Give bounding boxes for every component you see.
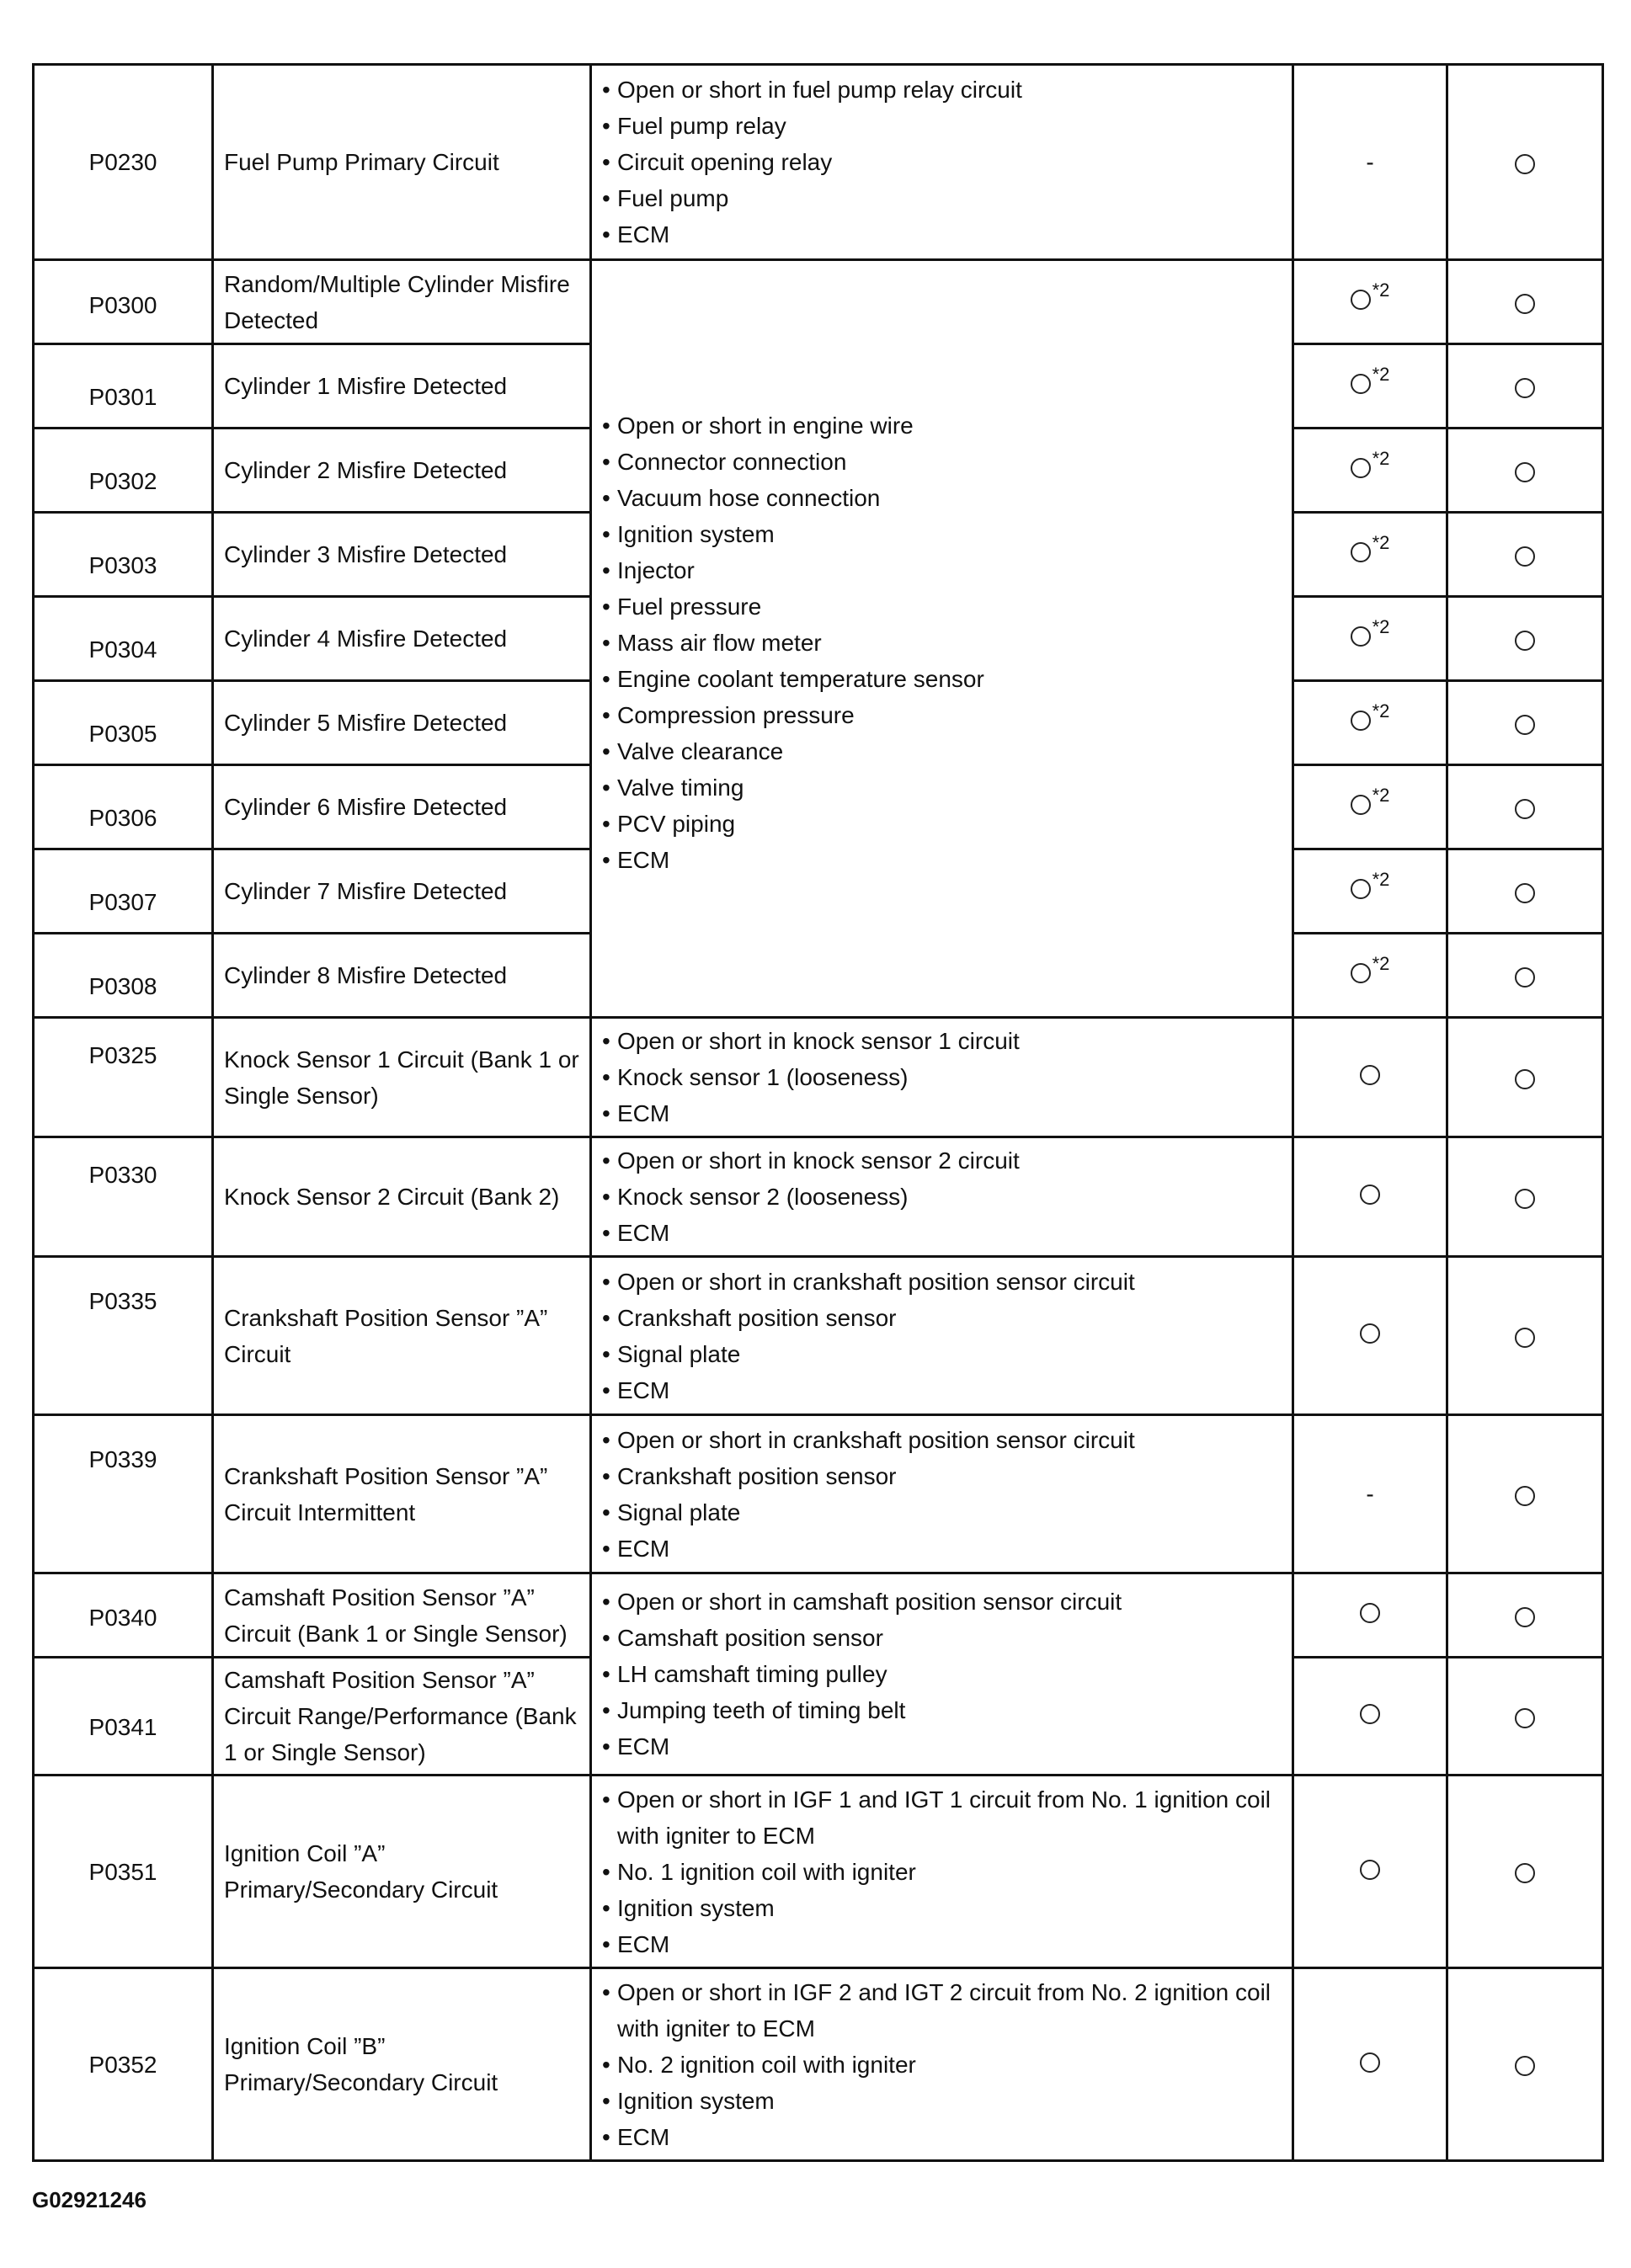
dtc-code: P0340 (88, 1605, 157, 1631)
dtc-description: Cylinder 6 Misfire Detected (224, 794, 508, 820)
dtc-description: Random/Multiple Cylinder Misfire Detected (224, 270, 570, 333)
dtc-code: P0230 (88, 149, 157, 175)
dtc-code-cell (34, 344, 213, 429)
dtc-code: P0302 (88, 468, 157, 494)
dtc-table (32, 63, 1604, 2162)
trouble-area-item: • Valve clearance (602, 733, 1282, 769)
trouble-area-item: • Vacuum hose connection (602, 480, 1282, 516)
mil-mark (1351, 364, 1390, 394)
mil-mark (1351, 448, 1390, 478)
dtc-code-cell (34, 681, 213, 765)
table-row (34, 1018, 1603, 1137)
circle-icon (1515, 883, 1535, 903)
mil-cell (1293, 1257, 1447, 1415)
memory-cell (1447, 1573, 1603, 1658)
dtc-code: P0325 (88, 1042, 157, 1068)
trouble-area-item: • ECM (602, 1926, 1282, 1962)
circle-icon (1515, 2056, 1535, 2076)
dtc-code-cell (34, 1776, 213, 1968)
dtc-description-cell (213, 344, 591, 429)
trouble-area-item: • Fuel pump relay (602, 108, 1282, 144)
dtc-code: P0300 (88, 292, 157, 318)
circle-icon (1360, 1323, 1380, 1344)
circle-icon (1515, 631, 1535, 651)
trouble-area-item: • ECM (602, 842, 1282, 878)
dtc-description: Ignition Coil ”A” Primary/Secondary Circuit (224, 1840, 498, 1903)
mil-cell (1293, 513, 1447, 597)
dtc-description: Cylinder 3 Misfire Detected (224, 541, 508, 567)
dtc-description-cell (213, 849, 591, 934)
dtc-description: Cylinder 2 Misfire Detected (224, 457, 508, 483)
trouble-area-item: • Camshaft position sensor (602, 1620, 1282, 1656)
trouble-area-item: • Jumping teeth of timing belt (602, 1692, 1282, 1728)
trouble-area-list (602, 1971, 1282, 2159)
circle-icon (1515, 1486, 1535, 1506)
trouble-area-item: • PCV piping (602, 806, 1282, 842)
trouble-area-item: • Knock sensor 2 (looseness) (602, 1179, 1282, 1215)
dtc-description-cell (213, 260, 591, 344)
dtc-code: P0305 (88, 721, 157, 747)
trouble-area-cell (591, 1137, 1293, 1257)
memory-cell (1447, 1415, 1603, 1573)
mil-mark (1351, 953, 1390, 983)
mil-cell (1293, 1018, 1447, 1137)
mil-mark (1351, 280, 1390, 310)
dtc-description-cell (213, 429, 591, 513)
circle-icon (1351, 542, 1371, 562)
trouble-area-item: • ECM (602, 1728, 1282, 1765)
mil-cell (1293, 681, 1447, 765)
dtc-description: Cylinder 1 Misfire Detected (224, 373, 508, 399)
circle-icon (1515, 1607, 1535, 1627)
trouble-area-cell (591, 1776, 1293, 1968)
mil-mark (1360, 1860, 1380, 1880)
circle-icon (1515, 1328, 1535, 1348)
mil-cell (1293, 1968, 1447, 2161)
dtc-code-cell (34, 1573, 213, 1658)
trouble-area-item: • Open or short in crankshaft position sensor circuit (602, 1422, 1282, 1458)
trouble-area-item: • ECM (602, 1531, 1282, 1567)
dtc-code-cell (34, 1968, 213, 2161)
dtc-code-cell (34, 1658, 213, 1776)
dtc-description-cell (213, 1257, 591, 1415)
memory-cell (1447, 429, 1603, 513)
footnote-mark: *2 (1372, 616, 1390, 637)
trouble-area-item: • ECM (602, 2119, 1282, 2155)
dtc-code-cell (34, 934, 213, 1018)
table-row (34, 1968, 1603, 2161)
dash-mark: - (1366, 1481, 1374, 1507)
trouble-area-item: • Signal plate (602, 1494, 1282, 1531)
trouble-area-list (602, 404, 1282, 881)
trouble-area-list (602, 1020, 1282, 1135)
circle-icon (1515, 1708, 1535, 1728)
circle-icon (1360, 2052, 1380, 2073)
trouble-area-item: • ECM (602, 1095, 1282, 1131)
mil-cell (1293, 65, 1447, 260)
mil-mark (1351, 700, 1390, 731)
memory-cell (1447, 344, 1603, 429)
trouble-area-list (602, 1580, 1282, 1768)
table-row (34, 1257, 1603, 1415)
memory-cell (1447, 597, 1603, 681)
dtc-code-cell (34, 65, 213, 260)
mil-mark (1360, 1323, 1380, 1344)
trouble-area-item: • Fuel pump (602, 180, 1282, 216)
trouble-area-item: • ECM (602, 1372, 1282, 1408)
mil-cell (1293, 1573, 1447, 1658)
trouble-area-cell (591, 1018, 1293, 1137)
trouble-area-item: • No. 1 ignition coil with igniter (602, 1854, 1282, 1890)
trouble-area-item: • Circuit opening relay (602, 144, 1282, 180)
circle-icon (1515, 799, 1535, 819)
trouble-area-item: • Compression pressure (602, 697, 1282, 733)
footnote-mark: *2 (1372, 364, 1390, 385)
trouble-area-item: • Fuel pressure (602, 588, 1282, 625)
trouble-area-cell (591, 1415, 1293, 1573)
circle-icon (1515, 1069, 1535, 1089)
circle-icon (1515, 1189, 1535, 1209)
dtc-code: P0301 (88, 384, 157, 410)
dtc-description: Knock Sensor 2 Circuit (Bank 2) (224, 1184, 560, 1210)
trouble-area-item: • Injector (602, 552, 1282, 588)
dtc-description: Cylinder 5 Misfire Detected (224, 710, 508, 736)
mil-mark (1351, 869, 1390, 899)
trouble-area-item: • Open or short in engine wire (602, 407, 1282, 444)
dtc-description-cell (213, 1968, 591, 2161)
footnote-mark: *2 (1372, 869, 1390, 890)
circle-icon (1515, 462, 1535, 482)
trouble-area-item: • ECM (602, 1215, 1282, 1251)
trouble-area-item: • Connector connection (602, 444, 1282, 480)
trouble-area-item: • Open or short in crankshaft position sensor circuit (602, 1264, 1282, 1300)
trouble-area-list (602, 1260, 1282, 1412)
dtc-description: Camshaft Position Sensor ”A” Circuit Range/Performance (Bank 1 or Single Sensor) (224, 1667, 577, 1765)
dtc-description: Crankshaft Position Sensor ”A” Circuit (224, 1304, 548, 1367)
circle-icon (1360, 1704, 1380, 1724)
trouble-area-item: • Open or short in IGF 1 and IGT 1 circuit from No. 1 ignition coil with igniter to ECM (602, 1781, 1282, 1854)
mil-mark (1351, 532, 1390, 562)
dtc-code-cell (34, 1137, 213, 1257)
trouble-area-item: • Signal plate (602, 1336, 1282, 1372)
dtc-code-cell (34, 765, 213, 849)
trouble-area-item: • Engine coolant temperature sensor (602, 661, 1282, 697)
trouble-area-cell (591, 260, 1293, 1018)
trouble-area-item: • Open or short in fuel pump relay circuit (602, 72, 1282, 108)
trouble-area-item: • No. 2 ignition coil with igniter (602, 2047, 1282, 2083)
dtc-description-cell (213, 1573, 591, 1658)
circle-icon (1360, 1603, 1380, 1623)
memory-cell (1447, 765, 1603, 849)
footnote-mark: *2 (1372, 448, 1390, 469)
circle-icon (1360, 1185, 1380, 1205)
dtc-code: P0306 (88, 805, 157, 831)
dtc-description-cell (213, 1137, 591, 1257)
memory-cell (1447, 1968, 1603, 2161)
dtc-code: P0304 (88, 636, 157, 663)
trouble-area-list (602, 1778, 1282, 1966)
memory-cell (1447, 65, 1603, 260)
dtc-description-cell (213, 65, 591, 260)
footnote-mark: *2 (1372, 785, 1390, 806)
mil-mark (1360, 1185, 1380, 1205)
trouble-area-cell (591, 1257, 1293, 1415)
dtc-code-cell (34, 1415, 213, 1573)
memory-cell (1447, 1776, 1603, 1968)
dtc-code-cell (34, 513, 213, 597)
mil-mark (1360, 1603, 1380, 1623)
mil-cell (1293, 260, 1447, 344)
mil-mark (1360, 1704, 1380, 1724)
trouble-area-item: • Crankshaft position sensor (602, 1458, 1282, 1494)
memory-cell (1447, 260, 1603, 344)
circle-icon (1351, 879, 1371, 899)
mil-cell (1293, 1658, 1447, 1776)
trouble-area-item: • Ignition system (602, 516, 1282, 552)
mil-mark (1360, 1065, 1380, 1085)
circle-icon (1351, 963, 1371, 983)
dash-mark: - (1366, 149, 1374, 175)
trouble-area-cell (591, 1968, 1293, 2161)
dtc-code: P0335 (88, 1288, 157, 1314)
dtc-description: Crankshaft Position Sensor ”A” Circuit Intermittent (224, 1462, 548, 1525)
dtc-description-cell (213, 681, 591, 765)
dtc-description-cell (213, 1776, 591, 1968)
dtc-description: Camshaft Position Sensor ”A” Circuit (Bank 1 or Single Sensor) (224, 1584, 568, 1647)
dtc-code-cell (34, 429, 213, 513)
mil-cell (1293, 1137, 1447, 1257)
table-row (34, 1137, 1603, 1257)
circle-icon (1515, 1863, 1535, 1883)
dtc-code-cell (34, 260, 213, 344)
dtc-code: P0352 (88, 2051, 157, 2078)
circle-icon (1515, 546, 1535, 567)
table-row (34, 260, 1603, 344)
mil-cell (1293, 429, 1447, 513)
memory-cell (1447, 1658, 1603, 1776)
memory-cell (1447, 1257, 1603, 1415)
mil-cell (1293, 344, 1447, 429)
dtc-description-cell (213, 597, 591, 681)
memory-cell (1447, 934, 1603, 1018)
dtc-description-cell (213, 934, 591, 1018)
trouble-area-list (602, 68, 1282, 256)
trouble-area-item: • Ignition system (602, 2083, 1282, 2119)
dtc-description-cell (213, 1658, 591, 1776)
footnote-mark: *2 (1372, 532, 1390, 553)
circle-icon (1360, 1065, 1380, 1085)
dtc-description-cell (213, 513, 591, 597)
memory-cell (1447, 849, 1603, 934)
memory-cell (1447, 1018, 1603, 1137)
dtc-code-cell (34, 1257, 213, 1415)
dtc-description-cell (213, 1415, 591, 1573)
trouble-area-item: • Open or short in knock sensor 1 circuit (602, 1023, 1282, 1059)
trouble-area-item: • Open or short in camshaft position sensor circuit (602, 1584, 1282, 1620)
figure-id: G02921246 (32, 2187, 147, 2212)
trouble-area-item: • Open or short in IGF 2 and IGT 2 circuit from No. 2 ignition coil with igniter to ECM (602, 1974, 1282, 2047)
circle-icon (1515, 154, 1535, 174)
dtc-code: P0303 (88, 552, 157, 578)
mil-cell (1293, 765, 1447, 849)
trouble-area-item: • Valve timing (602, 769, 1282, 806)
memory-cell (1447, 1137, 1603, 1257)
table-row (34, 65, 1603, 260)
mil-mark (1351, 616, 1390, 647)
mil-cell (1293, 1776, 1447, 1968)
dtc-code-cell (34, 849, 213, 934)
dtc-description: Cylinder 7 Misfire Detected (224, 878, 508, 904)
table-row (34, 1573, 1603, 1658)
mil-cell (1293, 597, 1447, 681)
dtc-code: P0341 (88, 1714, 157, 1740)
circle-icon (1515, 378, 1535, 398)
circle-icon (1515, 294, 1535, 314)
trouble-area-cell (591, 65, 1293, 260)
dtc-description: Cylinder 8 Misfire Detected (224, 962, 508, 988)
footnote-mark: *2 (1372, 700, 1390, 721)
trouble-area-cell (591, 1573, 1293, 1776)
circle-icon (1515, 967, 1535, 988)
trouble-area-item: • Knock sensor 1 (looseness) (602, 1059, 1282, 1095)
dtc-code: P0339 (88, 1446, 157, 1472)
dtc-description-cell (213, 1018, 591, 1137)
trouble-area-item: • Open or short in knock sensor 2 circuit (602, 1142, 1282, 1179)
dtc-description: Cylinder 4 Misfire Detected (224, 626, 508, 652)
trouble-area-list (602, 1419, 1282, 1570)
trouble-area-item: • Ignition system (602, 1890, 1282, 1926)
circle-icon (1351, 290, 1371, 310)
dtc-description: Knock Sensor 1 Circuit (Bank 1 or Single Sensor) (224, 1046, 579, 1109)
dtc-description: Ignition Coil ”B” Primary/Secondary Circuit (224, 2033, 498, 2095)
trouble-area-item: • LH camshaft timing pulley (602, 1656, 1282, 1692)
memory-cell (1447, 513, 1603, 597)
dtc-code: P0307 (88, 889, 157, 915)
dtc-code-cell (34, 1018, 213, 1137)
dtc-code: P0330 (88, 1162, 157, 1188)
mil-cell (1293, 1415, 1447, 1573)
circle-icon (1351, 795, 1371, 815)
footnote-mark: *2 (1372, 280, 1390, 301)
memory-cell (1447, 681, 1603, 765)
circle-icon (1351, 711, 1371, 731)
dtc-code: P0351 (88, 1858, 157, 1885)
circle-icon (1351, 374, 1371, 394)
dtc-description: Fuel Pump Primary Circuit (224, 149, 499, 175)
mil-mark (1351, 785, 1390, 815)
footnote-mark: *2 (1372, 953, 1390, 974)
circle-icon (1360, 1860, 1380, 1880)
circle-icon (1351, 626, 1371, 647)
dtc-description-cell (213, 765, 591, 849)
table-row (34, 1415, 1603, 1573)
trouble-area-list (602, 1139, 1282, 1254)
mil-cell (1293, 934, 1447, 1018)
circle-icon (1515, 715, 1535, 735)
mil-cell (1293, 849, 1447, 934)
dtc-code: P0308 (88, 973, 157, 999)
circle-icon (1351, 458, 1371, 478)
dtc-code-cell (34, 597, 213, 681)
trouble-area-item: • Mass air flow meter (602, 625, 1282, 661)
table-row (34, 1776, 1603, 1968)
trouble-area-item: • Crankshaft position sensor (602, 1300, 1282, 1336)
trouble-area-item: • ECM (602, 216, 1282, 253)
dtc-table-body (34, 65, 1603, 2161)
mil-mark (1360, 2052, 1380, 2073)
